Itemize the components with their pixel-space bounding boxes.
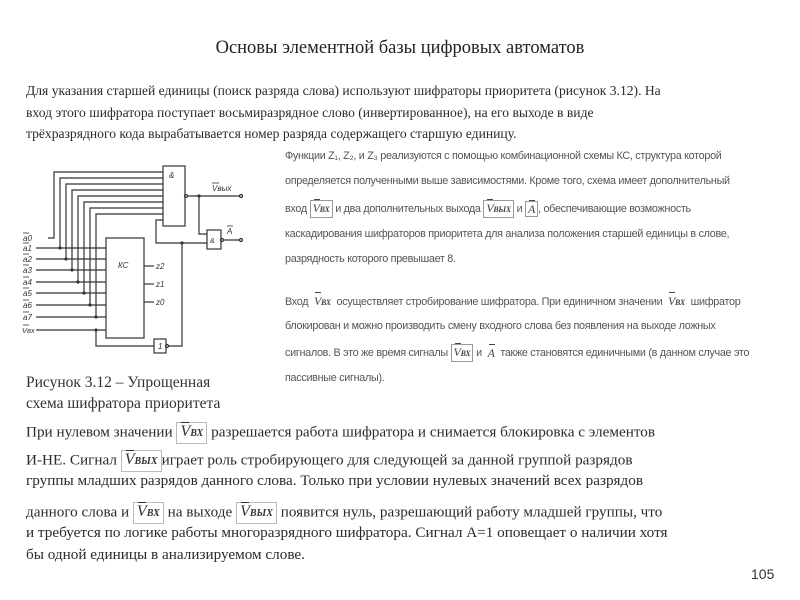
caption-line: схема шифратора приоритета xyxy=(26,395,221,412)
symbol-v: V xyxy=(240,503,250,520)
and-label: & xyxy=(169,171,175,180)
symbol-a: A xyxy=(528,202,536,216)
a-symbol xyxy=(525,201,538,217)
input-a5: a5 xyxy=(23,289,32,298)
body-line xyxy=(26,422,655,444)
slide-title: Основы элементной базы цифровых автоматов xyxy=(215,38,585,58)
input-vvx: Vвх xyxy=(22,326,35,335)
page-number: 105 xyxy=(751,566,775,582)
input-a7: a7 xyxy=(23,313,32,322)
symbol-sub: ВХ xyxy=(146,508,160,519)
v-in-symbol xyxy=(310,200,333,218)
side-line: разрядность которого превышает 8. xyxy=(285,253,456,265)
side-line xyxy=(285,200,691,218)
text-run: и xyxy=(476,346,482,359)
or-label: 1 xyxy=(158,342,163,351)
v-out-symbol xyxy=(121,450,162,472)
intro-line: трёхразрядного кода вырабатывается номер разряда содержащего старшую единицу. xyxy=(26,126,517,141)
input-a6: a6 xyxy=(23,301,32,310)
input-a4: a4 xyxy=(23,278,32,287)
v-in-symbol xyxy=(176,422,207,444)
side-line: блокирован и можно производить смену входного слова без появления на выходе ложных xyxy=(285,320,716,332)
side-line: каскадирования шифраторов приоритета для анализа положения старшей единицы в слове, xyxy=(285,228,730,240)
symbol-sub: ВЫХ xyxy=(249,508,273,519)
side-line: пассивные сигналы). xyxy=(285,372,385,384)
v-in-symbol xyxy=(311,293,334,311)
side-line xyxy=(285,293,740,311)
kc-label: КС xyxy=(118,261,129,270)
text-run: появится нуль, разрешающий работу младшей группы, что xyxy=(280,503,663,521)
symbol-v: V xyxy=(124,451,135,468)
symbol-v: V xyxy=(136,503,147,520)
figure-caption xyxy=(26,372,220,414)
text-run: играет роль стробирующего для следующей за данной группой разрядов xyxy=(161,451,633,469)
symbol-sub: ВЫХ xyxy=(493,205,511,214)
intro-line: Для указания старшей единицы (поиск разряда слова) используют шифраторы приоритета (рисунок 3.12). На xyxy=(26,83,661,98)
text-run: И-НЕ. Сигнал xyxy=(26,451,117,469)
text-run: и два дополнительных выхода xyxy=(335,202,481,215)
input-a0: a0 xyxy=(23,234,32,243)
body-line: и требуется по логике работы многоразрядного шифратора. Сигнал A=1 оповещает о наличии хотя xyxy=(26,524,668,541)
side-line: определяется полученными выше зависимостями. Кроме того, схема имеет дополнительный xyxy=(285,175,730,187)
body-line xyxy=(26,450,633,472)
symbol-sub: ВХ xyxy=(320,298,331,307)
text-run: на выходе xyxy=(167,503,233,521)
text-run: данного слова и xyxy=(26,503,130,521)
symbol-sub: ВХ xyxy=(319,205,330,214)
symbol-v: V xyxy=(486,201,494,215)
symbol-sub: ВХ xyxy=(460,349,471,358)
intro-line: вход этого шифратора поступает восьмиразрядное слово (инвертированное), на его выходе в виде xyxy=(26,104,594,120)
side-line: Функции Z₁, Z₂, и Z₃ реализуются с помощью комбинационной схемы КС, структура которой xyxy=(285,150,722,162)
and-small-label: & xyxy=(210,238,215,245)
symbol-v: V xyxy=(313,294,321,308)
body-line xyxy=(26,502,662,524)
text-run: также становятся единичными (в данном случае это xyxy=(500,346,750,359)
kc-block xyxy=(106,238,144,338)
text-run: , обеспечивающие возможность xyxy=(538,202,691,215)
text-run: Вход xyxy=(285,295,309,308)
side-line xyxy=(285,344,749,362)
output-z0: z0 xyxy=(156,298,165,307)
text-run: При нулевом значении xyxy=(26,423,173,441)
output-z2: z2 xyxy=(156,262,165,271)
body-line: группы младших разрядов данного слова. Только при условии нулевых значений всех разрядов xyxy=(26,472,644,489)
v-in-symbol xyxy=(665,293,688,311)
v-out-symbol xyxy=(451,344,474,362)
symbol-v: V xyxy=(453,345,461,359)
input-a3: a3 xyxy=(23,266,32,275)
output-z1: z1 xyxy=(156,280,165,289)
a-symbol xyxy=(485,345,498,361)
v-out-symbol xyxy=(236,502,277,524)
a-output-label: A xyxy=(227,227,233,236)
intro-paragraph xyxy=(26,80,776,145)
text-run: вход xyxy=(285,202,307,215)
text-run: сигналов. В это же время сигналы xyxy=(285,346,448,359)
text-run: шифратор xyxy=(690,295,741,308)
v-in-symbol xyxy=(133,502,164,524)
body-line: бы одной единицы в анализируемом слове. xyxy=(26,546,305,563)
vout-label: Vвых xyxy=(212,184,232,193)
text-run: осуществляет стробирование шифратора. При единичном значении xyxy=(336,295,663,308)
priority-encoder-circuit xyxy=(22,158,262,363)
caption-line: Рисунок 3.12 – Упрощенная xyxy=(26,374,211,391)
text-run: и xyxy=(516,202,523,215)
input-a1: a1 xyxy=(23,244,32,253)
text-run: разрешается работа шифратора и снимается блокировка с элементов xyxy=(211,423,656,441)
symbol-v: V xyxy=(312,201,320,215)
symbol-sub: ВЫХ xyxy=(134,456,158,467)
input-a2: a2 xyxy=(23,255,32,264)
symbol-a: A xyxy=(487,346,495,360)
symbol-v: V xyxy=(180,423,191,440)
v-out-symbol xyxy=(483,200,514,218)
symbol-sub: ВХ xyxy=(190,428,204,439)
symbol-v: V xyxy=(668,294,676,308)
symbol-sub: ВХ xyxy=(675,298,685,307)
